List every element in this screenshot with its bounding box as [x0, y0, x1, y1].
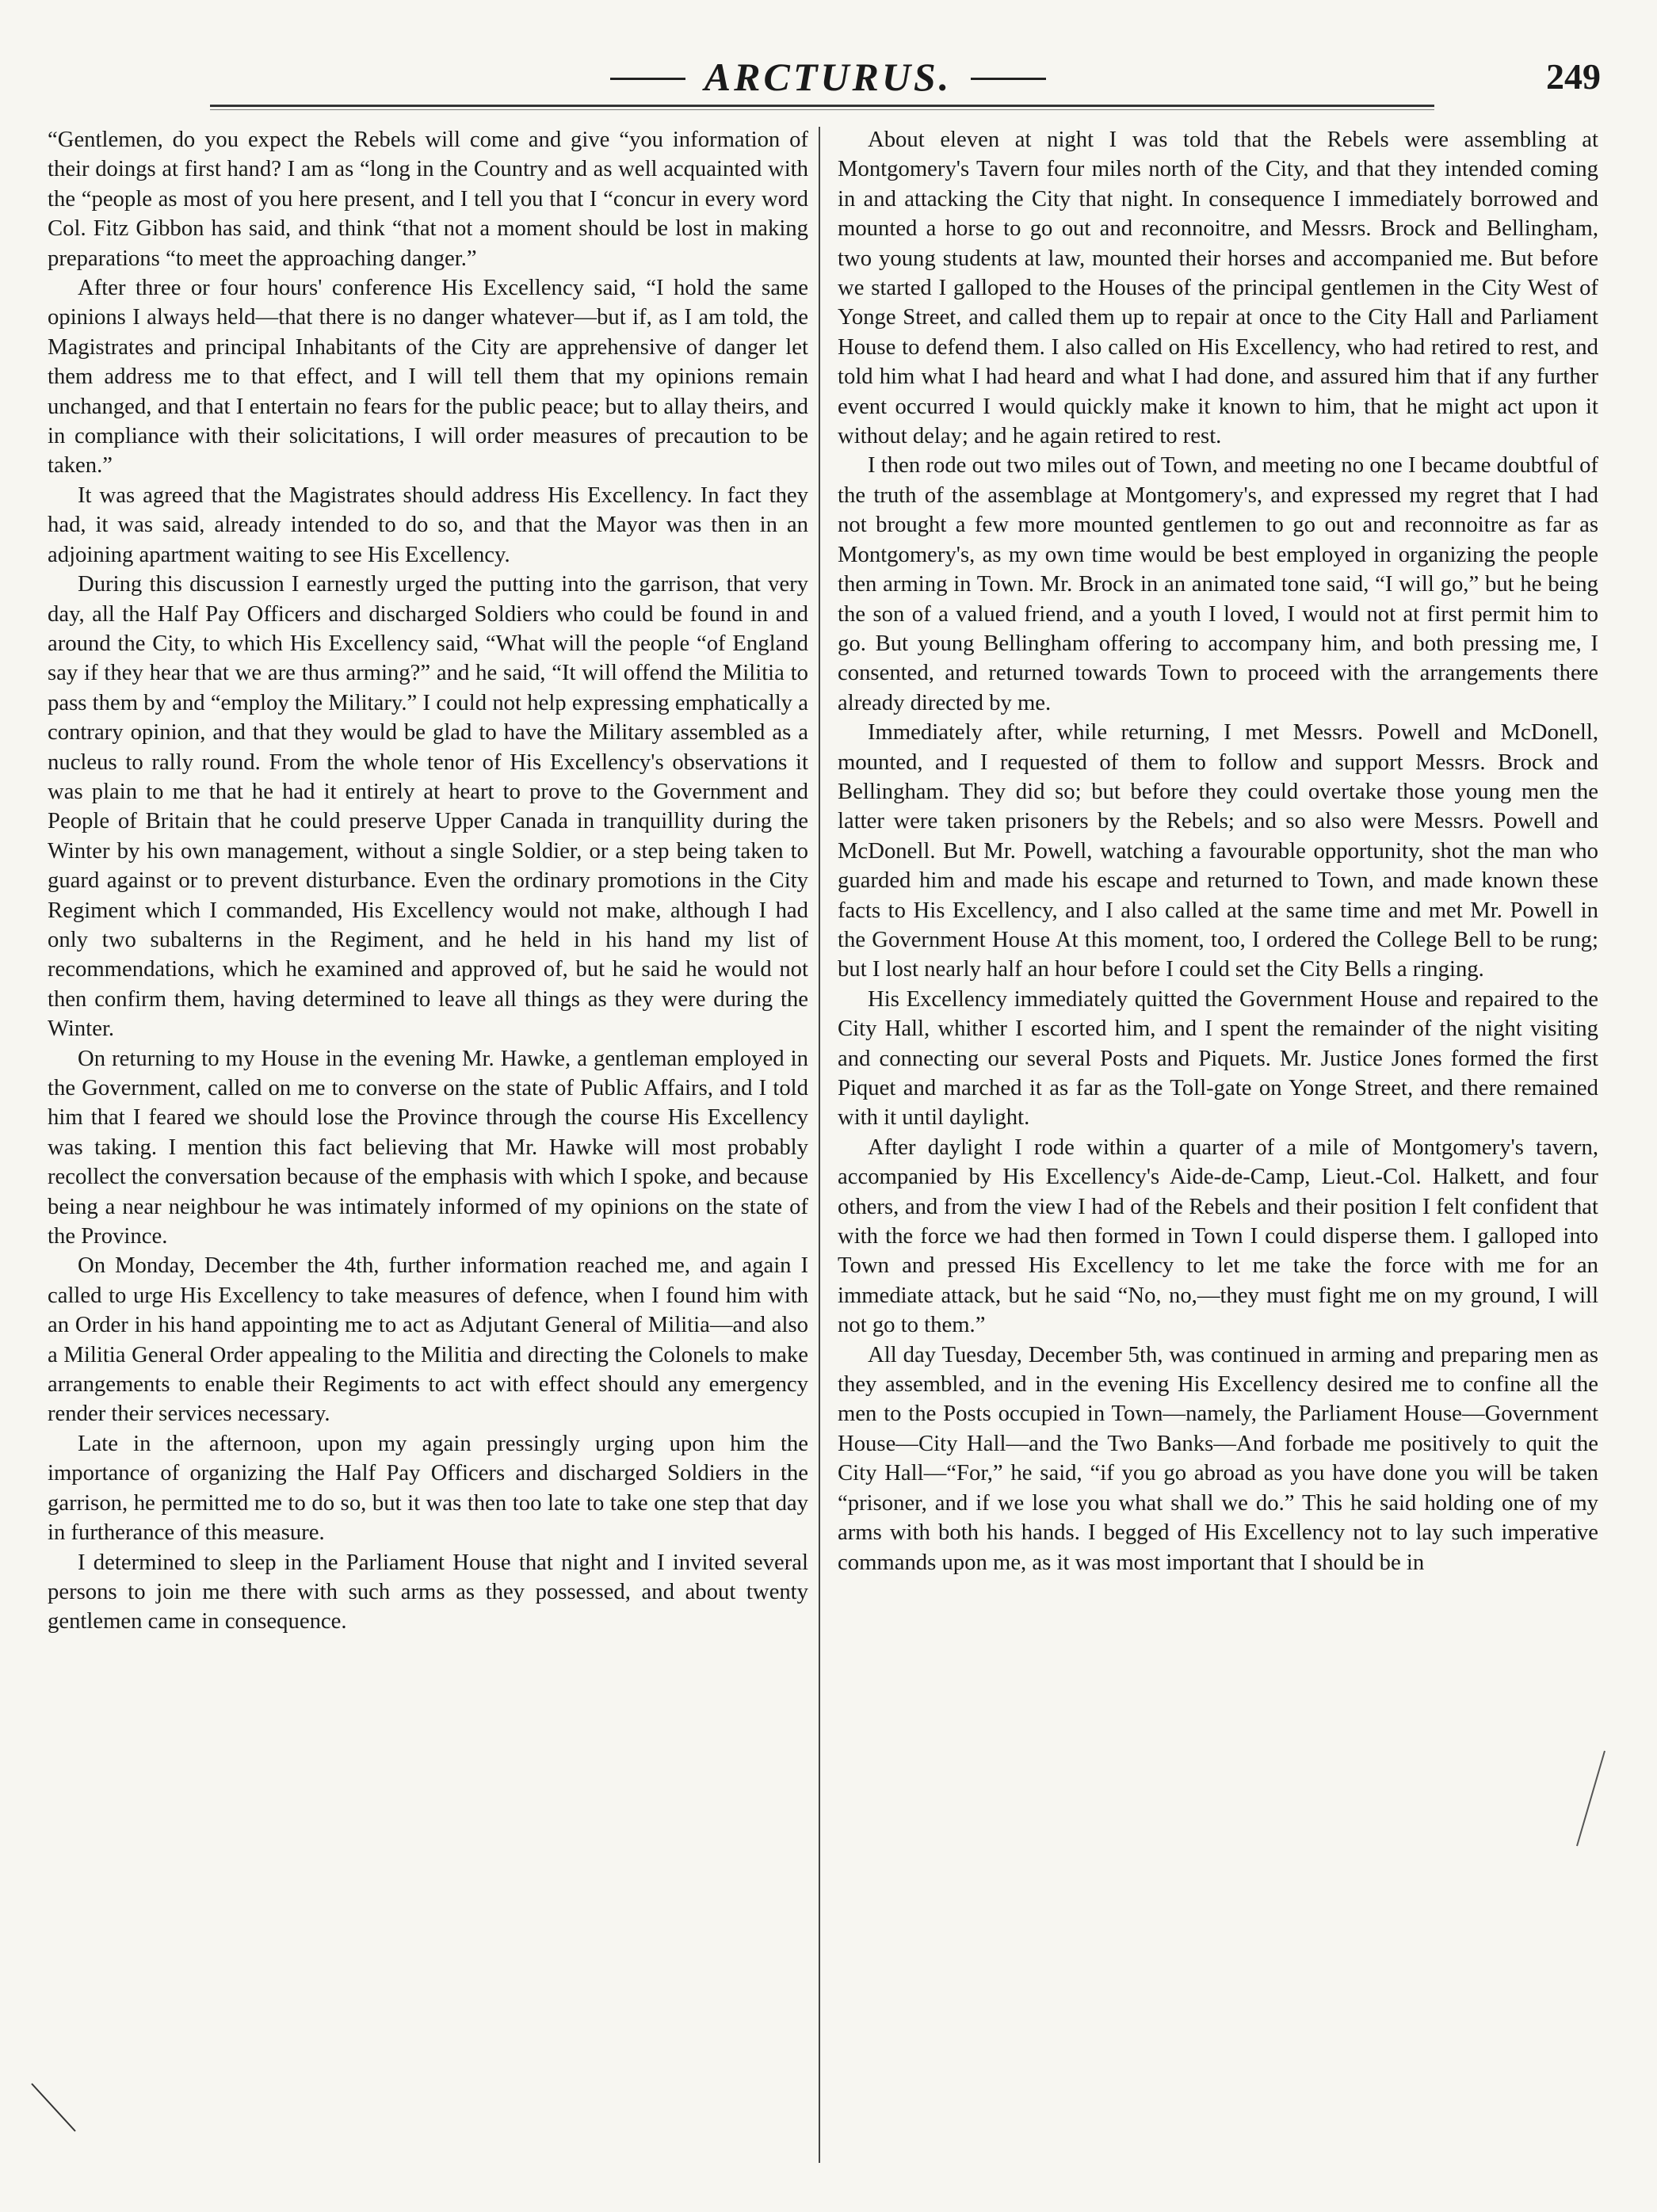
paragraph: “Gentlemen, do you expect the Rebels will come and give “you information of their doings at first hand? I am as “long in the Country and as well acquainted with the “people as most of you here present, and I tell you that I “concur in every word Col. Fitz Gibbon has said, and think “that not a moment should be lost in making preparations “to meet the approaching danger.” — [48, 127, 808, 271]
column-divider — [819, 127, 820, 2163]
page-header — [40, 48, 1617, 119]
left-column — [48, 125, 808, 2153]
paragraph: I then rode out two miles out of Town, and meeting no one I became doubtful of the truth of the assemblage at Montgomery's, and expressed my regret that I had not brought a few more mounted gentlemen to go out and reconnoitre as far as Montgomery's, as my own time would be best employed in organizing the people then arming in Town. Mr. Brock in an animated tone said, “I will go,” but he being the son of a valued friend, and a youth I loved, I would not at first permit him to go. But young Bellingham offering to accompany him, and both pressing me, I consented, and returned towards Town to proceed with the arrangements there already directed by me. — [838, 452, 1598, 715]
header-dash-right — [971, 78, 1046, 80]
paragraph: During this discussion I earnestly urged the putting into the garrison, that very day, all the Half Pay Officers and discharged Soldiers who could be found in and around the City, to which His Excellency said, “What will the people “of England say if they hear that we are thus arming?” and he said, “It will offend the Militia to pass them by and “employ the Military.” I could not help expressing emphatically a contrary opinion, and that they would be glad to have the Military assembled as a nucleus to rally round. From the whole tenor of His Excellency's observations it was plain to me that he had it entirely at heart to prove to the Government and People of Britain that he could preserve Upper Canada in tranquillity during the Winter by his own management, without a single Soldier, or a step being taken to guard against or to prevent disturbance. Even the ordinary promotions in the City Regiment which I commanded, His Excellency would not make, although I had only two subalterns in the Regiment, and he held in his hand my list of recommendations, which he examined and approved of, but he said he would not then confirm them, having determined to leave all things as they were during the Winter. — [48, 571, 808, 1042]
header-rule — [210, 105, 1434, 110]
paragraph: On Monday, December the 4th, further information reached me, and again I called to urge His Excellency to take measures of defence, when I found him with an Order in his hand appointing me to act as Adjutant General of Militia—and also a Militia General Order appealing to the Militia and directing the Colonels to make arrangements to enable their Regiments to act with effect should any emergency render their services necessary. — [48, 1253, 808, 1427]
paragraph: Late in the afternoon, upon my again pressingly urging upon him the importance of organizing the Half Pay Officers and discharged Soldiers in the garrison, he permitted me to do so, but it was then too late to take one step that day in furtherance of this measure. — [48, 1430, 808, 1546]
running-title: ARCTURUS. — [704, 55, 953, 99]
paragraph: After daylight I rode within a quarter of a mile of Montgomery's tavern, accompanied by His Excellency's Aide-de-Camp, Lieut.-Col. Halkett, and four others, and from the view I had of the Rebels and their position I felt confident that with the force we had then formed in Town I could disperse them. I galloped into Town and pressed His Excellency to let me take the force with me for an immediate attack, but he said “No, no,—they must fight me on my ground, I will not go to them.” — [838, 1134, 1598, 1338]
paragraph: All day Tuesday, December 5th, was continued in arming and preparing men as they assembled, and in the evening His Excellency desired me to confine all the men to the Posts occupied in Town—namely, the Parliament House—Government House—City Hall—and the Two Banks—And forbade me positively to quit the City Hall—“For,” he said, “if you go abroad as you have done you will be taken “prisoner, and if we lose you what shall we do.” This he said holding one of my arms with both his hands. I begged of His Excellency not to lay such imperative commands upon me, as it was most important that I should be in — [838, 1341, 1598, 1575]
paragraph: I determined to sleep in the Parliament House that night and I invited several persons to join me there with such arms as they possessed, and about twenty gentlemen came in consequence. — [48, 1549, 808, 1634]
paragraph: His Excellency immediately quitted the Government House and repaired to the City Hall, whither I escorted him, and I spent the remainder of the night visiting and connecting our several Posts and Piquets. Mr. Justice Jones formed the first Piquet and marched it as far as the Toll-gate on Yonge Street, and there remained with it until daylight. — [838, 986, 1598, 1131]
paragraph: Immediately after, while returning, I met Messrs. Powell and McDonell, mounted, and I requested of them to follow and support Messrs. Brock and Bellingham. They did so; but before they could overtake those young men the latter were taken prisoners by the Rebels; and so also were Messrs. Powell and McDonell. But Mr. Powell, watching a favourable opportunity, shot the man who guarded him and made his escape and returned to Town, and made known these facts to His Excellency, and I also called at the same time and met Mr. Powell in the Government House At this moment, too, I ordered the College Bell to be rung; but I lost nearly half an hour before I could set the City Bells a ringing. — [838, 719, 1598, 982]
paragraph: About eleven at night I was told that the Rebels were assembling at Montgomery's Tavern four miles north of the City, and that they intended coming in and attacking the City that night. In consequence I immediately borrowed and mounted a horse to go out and reconnoitre, and Messrs. Brock and Bellingham, two young students at law, mounted their horses and accompanied me. But before we started I galloped to the Houses of the principal gentlemen in the City West of Yonge Street, and called them up to repair at once to the City Hall and Parliament House to defend them. I also called on His Excellency, who had retired to rest, and told him what I had heard and what I had done, and assured him that if any further event occurred I would quickly make it known to him, that he might act upon it without delay; and he again retired to rest. — [838, 127, 1598, 449]
page-number: 249 — [1546, 56, 1601, 97]
right-column — [838, 125, 1598, 2153]
paragraph: On returning to my House in the evening Mr. Hawke, a gentleman employed in the Government, called on me to converse on the state of Public Affairs, and I told him that I feared we should lose the Province through the course His Excellency was taking. I mention this fact believing that Mr. Hawke will most probably recollect the conversation because of the emphasis with which I spoke, and because being a near neighbour he was intimately informed of my opinions on the state of the Province. — [48, 1045, 808, 1249]
paragraph: After three or four hours' conference His Excellency said, “I hold the same opinions I always held—that there is no danger whatever—but if, as I am told, the Magistrates and principal Inhabitants of the City are apprehensive of danger let them address me to that effect, and I will tell them that my opinions remain unchanged, and that I entertain no fears for the public peace; but to allay theirs, and in compliance with their solicitations, I will order measures of precaution to be taken.” — [48, 275, 808, 479]
paragraph: It was agreed that the Magistrates should address His Excellency. In fact they had, it was said, already intended to do so, and that the Mayor was then in an adjoining apartment waiting to see His Excellency. — [48, 482, 808, 567]
